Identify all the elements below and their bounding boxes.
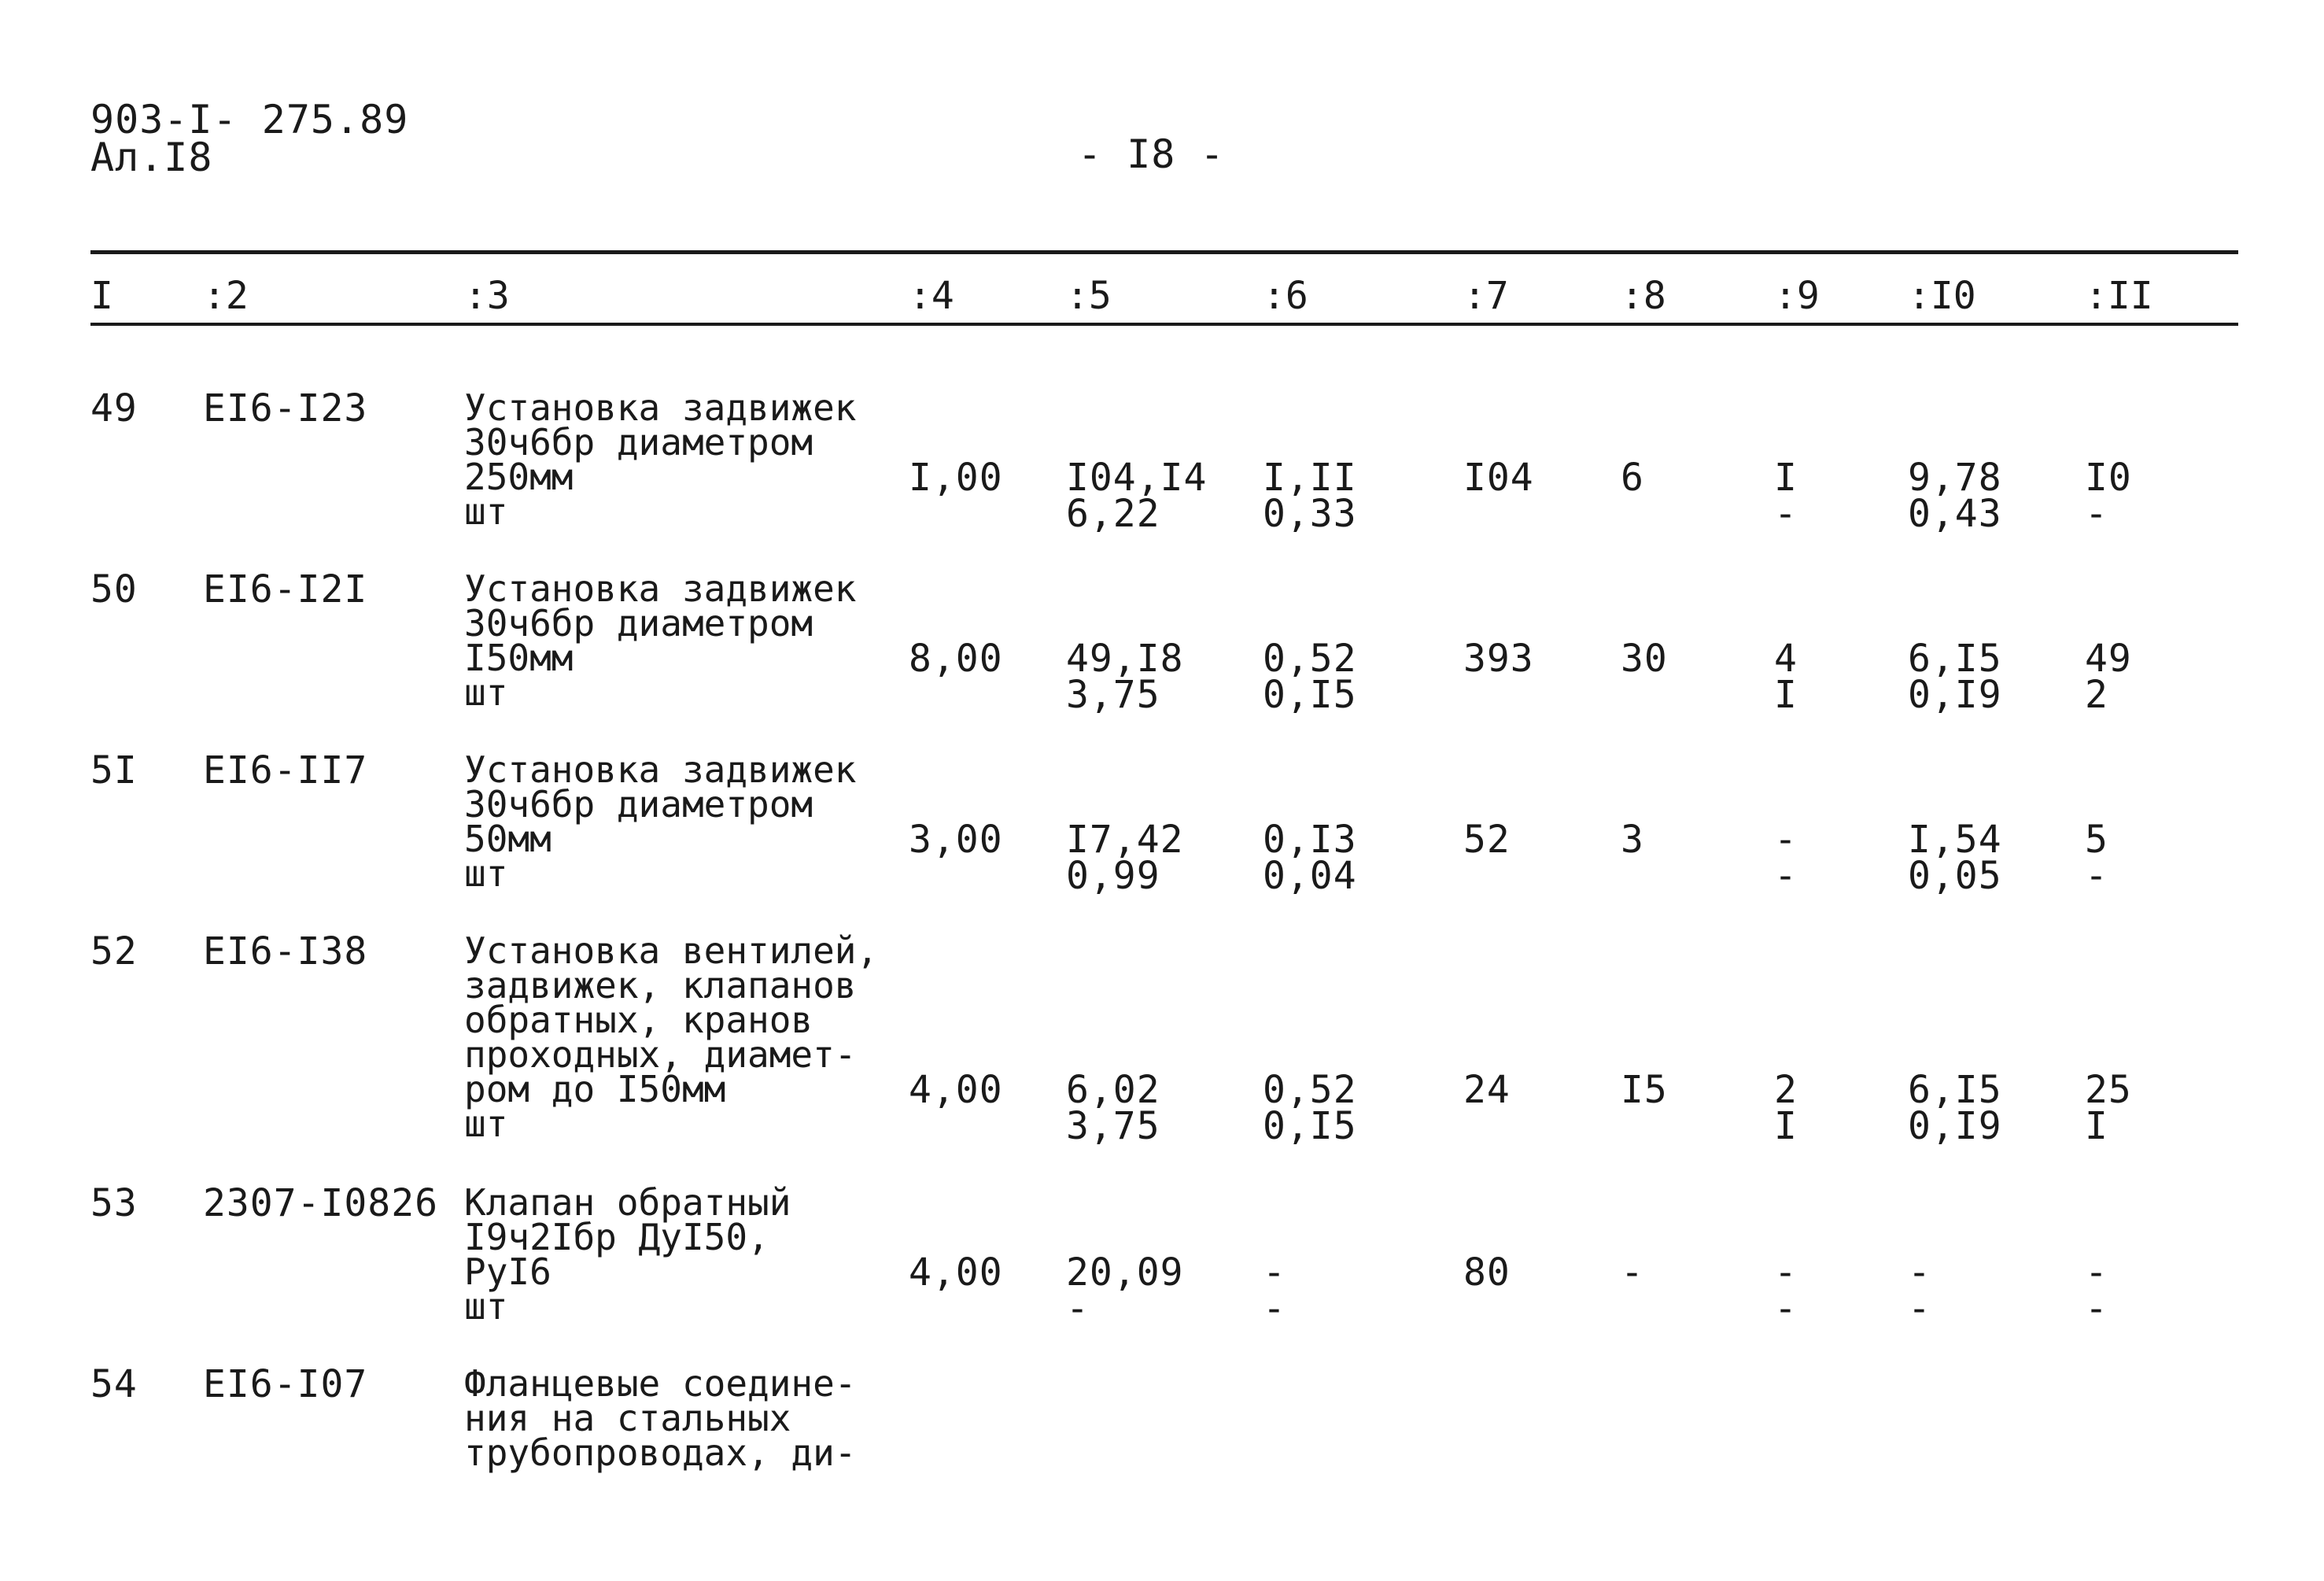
unit-cost-total: I04,I4 [1066,456,1208,500]
total-machines: 4 [1774,637,1798,681]
description-line: обратных, кранов [464,999,813,1041]
column-header-9: :9 [1774,274,1820,318]
rate-code: EI6-I38 [203,929,368,973]
column-header-8: :8 [1621,274,1666,318]
description-line: шт [464,490,508,533]
description-line: Установка задвижек [464,567,857,610]
labor-per-unit-machinists: 0,05 [1908,854,2002,898]
unit-cost-total: 20,09 [1066,1250,1184,1295]
unit-cost-total: 6,02 [1066,1068,1160,1112]
total-machines: - [1774,1250,1798,1295]
total-machine-wages: I [1774,1104,1798,1148]
description-line: шт [464,671,508,714]
quantity: 8,00 [909,637,1003,681]
column-header-11: :II [2085,274,2153,318]
description-line: проходных, диамет- [464,1033,857,1076]
description-line: задвижек, клапанов [464,964,857,1007]
description-line: Установка задвижек [464,748,857,791]
column-header-6: :6 [1263,274,1308,318]
total-machine-wages: - [1774,492,1798,536]
unit-cost-wages: 6,22 [1066,492,1160,536]
labor-total-machinists: I [2085,1104,2108,1148]
unit-cost-machine-wages: 0,04 [1263,854,1357,898]
labor-total-machinists: - [2085,492,2108,536]
unit-cost-machines: 0,I3 [1263,818,1357,862]
column-header-3: :3 [464,274,510,318]
description-line: ния на стальных [464,1397,791,1439]
description-line: I50мм [464,637,574,679]
unit-cost-machines: - [1263,1250,1286,1295]
column-header-7: :7 [1463,274,1509,318]
rate-code: 2307-I0826 [203,1181,438,1225]
unit-cost-machine-wages: - [1263,1287,1286,1331]
table-header-rule [90,323,2238,326]
quantity: 3,00 [909,818,1003,862]
unit-cost-wages: 3,75 [1066,1104,1160,1148]
unit-cost-machines: 0,52 [1263,637,1357,681]
labor-total: I0 [2085,456,2132,500]
description-line: Фланцевые соедине- [464,1362,857,1405]
labor-per-unit-machinists: 0,43 [1908,492,2002,536]
total-wages: 6 [1621,456,1644,500]
quantity: 4,00 [909,1068,1003,1112]
rate-code: EI6-I2I [203,567,368,611]
column-header-10: :I0 [1908,274,1976,318]
row-number: 5I [90,748,138,792]
total-machines: I [1774,456,1798,500]
total-wages: 3 [1621,818,1644,862]
description-line: ром до I50мм [464,1068,726,1110]
column-header-4: :4 [909,274,954,318]
sheet-number: Ал.I8 [90,135,213,180]
total-machines: - [1774,818,1798,862]
labor-per-unit-machinists: 0,I9 [1908,1104,2002,1148]
quantity: 4,00 [909,1250,1003,1295]
description-line: 50мм [464,818,551,860]
labor-per-unit: 6,I5 [1908,637,2002,681]
rate-code: EI6-I23 [203,386,368,430]
total-cost: 393 [1463,637,1534,681]
labor-total-machinists: - [2085,1287,2108,1331]
column-header-5: :5 [1066,274,1112,318]
quantity: I,00 [909,456,1003,500]
labor-per-unit-machinists: 0,I9 [1908,673,2002,717]
total-machine-wages: I [1774,673,1798,717]
unit-cost-total: 49,I8 [1066,637,1184,681]
total-wages: - [1621,1250,1644,1295]
total-wages: 30 [1621,637,1668,681]
description-line: 30ч6бр диаметром [464,783,813,826]
rate-code: EI6-I07 [203,1362,368,1406]
row-number: 50 [90,567,138,611]
unit-cost-machines: I,II [1263,456,1357,500]
total-cost: I04 [1463,456,1534,500]
unit-cost-wages: - [1066,1287,1090,1331]
description-line: шт [464,852,508,895]
labor-total: 25 [2085,1068,2132,1112]
document-code: 903-I- 275.89 [90,97,409,142]
labor-total: 5 [2085,818,2108,862]
row-number: 54 [90,1362,138,1406]
row-number: 53 [90,1181,138,1225]
table-top-rule [90,250,2238,254]
unit-cost-machine-wages: 0,I5 [1263,1104,1357,1148]
total-cost: 52 [1463,818,1511,862]
labor-per-unit: - [1908,1250,1931,1295]
labor-per-unit: I,54 [1908,818,2002,862]
description-line: трубопроводах, ди- [464,1431,857,1474]
description-line: Установка вентилей, [464,929,879,972]
row-number: 49 [90,386,138,430]
description-line: Установка задвижек [464,386,857,429]
description-line: шт [464,1103,508,1145]
unit-cost-wages: 3,75 [1066,673,1160,717]
total-wages: I5 [1621,1068,1668,1112]
rate-code: EI6-II7 [203,748,368,792]
labor-total: - [2085,1250,2108,1295]
labor-total-machinists: - [2085,854,2108,898]
description-line: I9ч2Iбр ДуI50, [464,1216,769,1258]
labor-total: 49 [2085,637,2132,681]
labor-per-unit: 6,I5 [1908,1068,2002,1112]
description-line: шт [464,1285,508,1328]
column-header-1: I [90,274,113,318]
total-machines: 2 [1774,1068,1798,1112]
description-line: РуI6 [464,1250,551,1293]
total-machine-wages: - [1774,1287,1798,1331]
total-cost: 24 [1463,1068,1511,1112]
labor-per-unit-machinists: - [1908,1287,1931,1331]
labor-total-machinists: 2 [2085,673,2108,717]
description-line: 30ч6бр диаметром [464,602,813,645]
description-line: Клапан обратный [464,1181,791,1224]
column-header-2: :2 [203,274,249,318]
unit-cost-wages: 0,99 [1066,854,1160,898]
unit-cost-machine-wages: 0,33 [1263,492,1357,536]
description-line: 250мм [464,456,574,498]
labor-per-unit: 9,78 [1908,456,2002,500]
total-cost: 80 [1463,1250,1511,1295]
page-number: - I8 - [1078,131,1225,177]
unit-cost-total: I7,42 [1066,818,1184,862]
total-machine-wages: - [1774,854,1798,898]
description-line: 30ч6бр диаметром [464,421,813,464]
unit-cost-machine-wages: 0,I5 [1263,673,1357,717]
row-number: 52 [90,929,138,973]
unit-cost-machines: 0,52 [1263,1068,1357,1112]
